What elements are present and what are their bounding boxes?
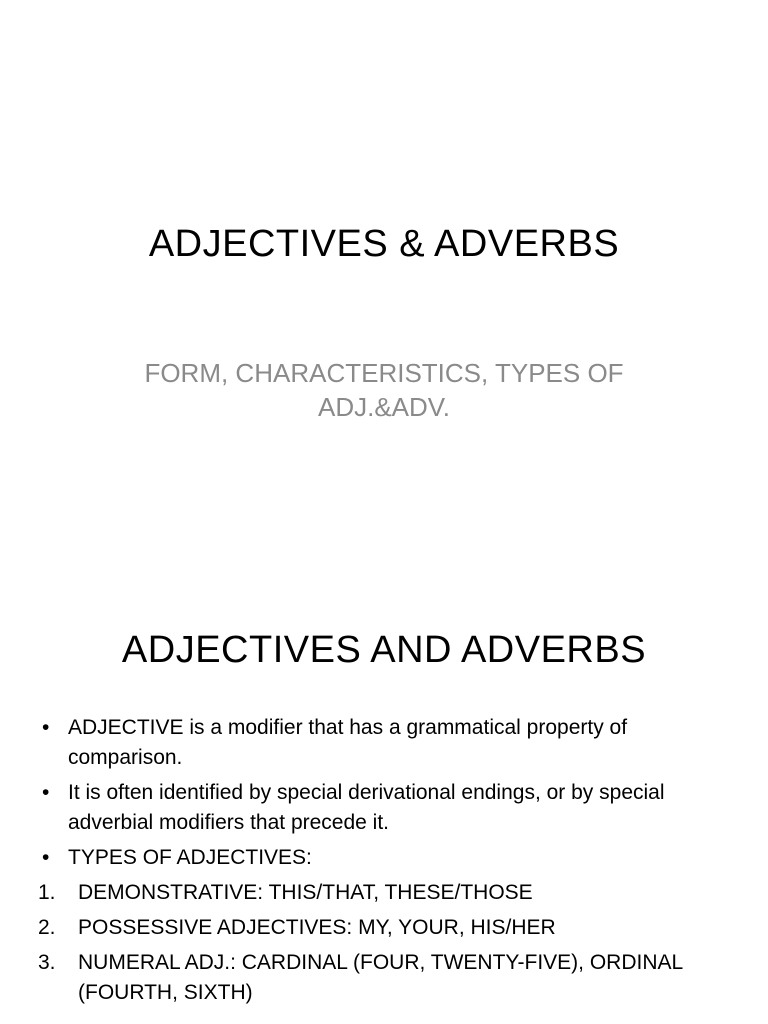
numbered-text: POSSESSIVE ADJECTIVES: MY, YOUR, HIS/HER bbox=[78, 916, 556, 939]
bullet-item bbox=[38, 713, 728, 773]
bullet-text: It is often identified by special derivational endings, or by special adverbial modifiers that precede it. bbox=[68, 781, 665, 834]
slide-2-content bbox=[38, 713, 728, 1013]
numbered-item bbox=[38, 948, 728, 1008]
number-marker: 1. bbox=[38, 881, 56, 904]
slide-1-subtitle: FORM, CHARACTERISTICS, TYPES OF ADJ.&ADV. bbox=[144, 358, 624, 422]
bullet-marker: • bbox=[42, 781, 50, 804]
number-marker: 2. bbox=[38, 916, 56, 939]
numbered-text: NUMERAL ADJ.: CARDINAL (FOUR, TWENTY-FIVE), ORDINAL (FOURTH, SIXTH) bbox=[78, 951, 683, 1004]
bullet-item bbox=[38, 843, 728, 873]
bullet-marker: • bbox=[42, 716, 50, 739]
bullet-marker: • bbox=[42, 846, 50, 869]
numbered-text: DEMONSTRATIVE: THIS/THAT, THESE/THOSE bbox=[78, 881, 533, 904]
slide-2 bbox=[0, 576, 768, 1024]
numbered-item bbox=[38, 878, 728, 908]
bullet-text: TYPES OF ADJECTIVES: bbox=[68, 846, 312, 869]
slide-2-title: ADJECTIVES AND ADVERBS bbox=[121, 629, 647, 671]
bullet-item bbox=[38, 778, 728, 838]
number-marker: 3. bbox=[38, 951, 56, 974]
bullet-text: ADJECTIVE is a modifier that has a grammatical property of comparison. bbox=[68, 716, 628, 769]
numbered-item bbox=[38, 913, 728, 943]
slide-1-title: ADJECTIVES & ADVERBS bbox=[148, 223, 620, 265]
